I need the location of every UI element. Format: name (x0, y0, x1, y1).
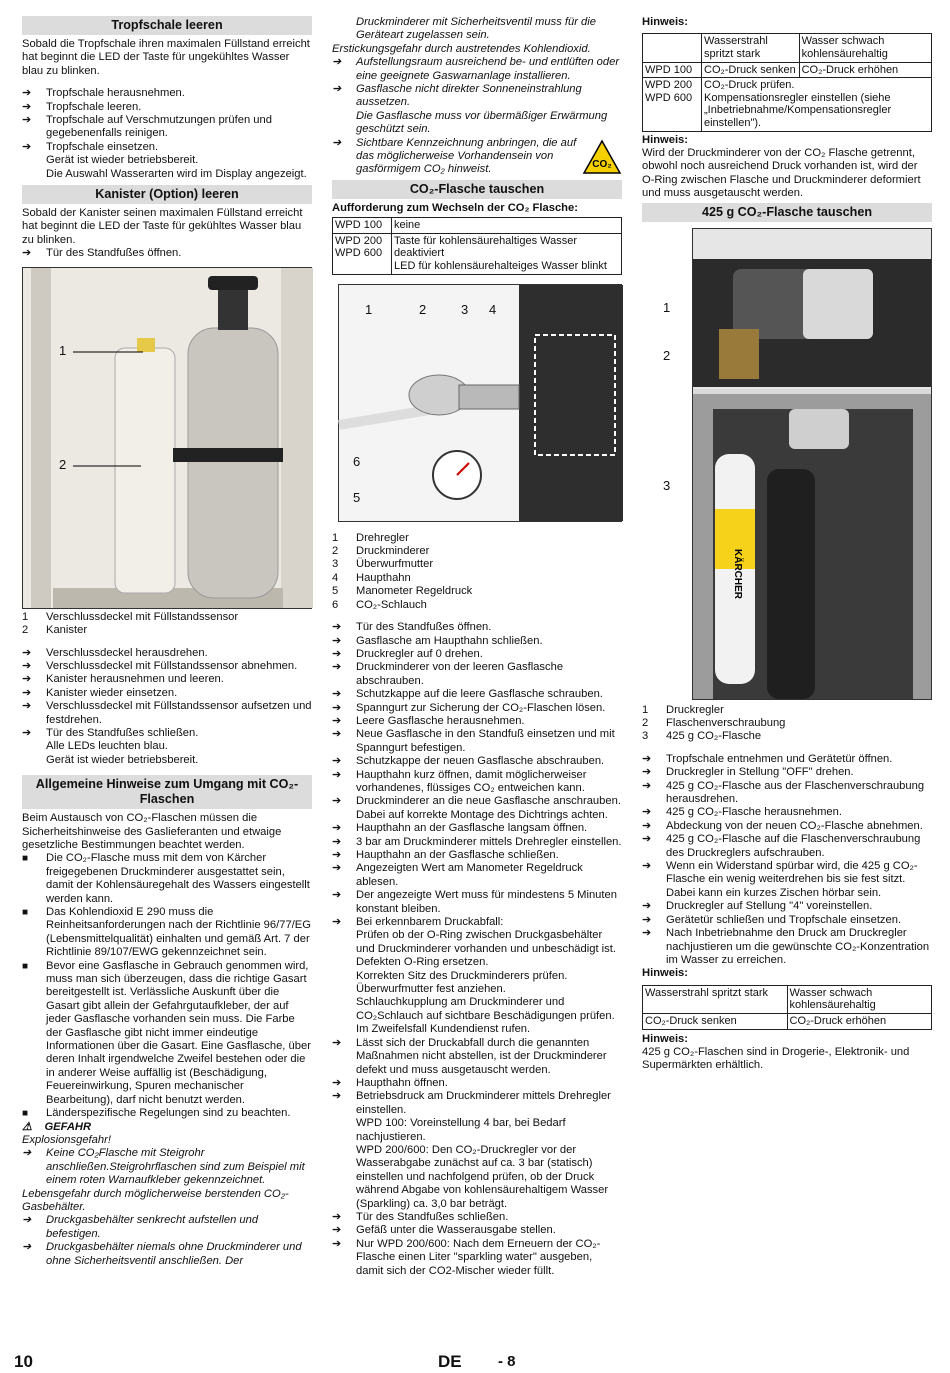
table-cell (643, 34, 702, 62)
co2-warning-sign-icon (582, 139, 622, 175)
table-cell: CO₂-Druck erhöhen (787, 1013, 932, 1029)
paragraph: Beim Austausch von CO₂-Flaschen müssen die Sicherheitshinweise des Gaslieferanten und etwaige gesetzliche Bestimmungen beachtet werden. (22, 812, 282, 851)
step: ➔ Keine CO₂Flasche mit Steigrohr anschließen.Steigrohrflaschen sind zum Beispiel mit einem roten Warnaufkleber gekennzeichnet. (22, 1147, 312, 1187)
legend-number: 1 (332, 531, 339, 544)
legend-item (642, 730, 932, 743)
legend-number: 6 (332, 598, 339, 611)
step: ➔ Tür des Standfußes öffnen. (22, 247, 312, 260)
legend-text: 425 g CO₂-Flasche (666, 730, 762, 743)
step-item: ➔ 425 g CO₂-Flasche aus der Flaschenverschraubung herausdrehen. (642, 780, 932, 807)
hazard: Erstickungsgefahr durch austretendes Kohlendioxid. (332, 42, 591, 55)
hazard: Lebensgefahr durch möglicherweise berstenden CO₂-Gasbehälter. (22, 1187, 289, 1213)
legend-item (22, 611, 312, 624)
table-cell: Wasser schwach kohlensäurehaltig (787, 985, 932, 1013)
step-item: ➔ Tropfschale entnehmen und Gerätetür öffnen. (642, 753, 932, 766)
step-item: ➔ Verschlussdeckel mit Füllstandssensor abnehmen. (22, 660, 312, 673)
step-item: ➔ Tür des Standfußes schließen. (22, 727, 312, 740)
legend-number: 2 (642, 717, 649, 729)
step-item: ➔ Tropfschale herausnehmen. (22, 87, 312, 100)
figure-label: 1 (59, 342, 67, 358)
legend-item (642, 704, 932, 717)
legend-item (22, 624, 312, 637)
step-item: ➔ Haupthahn kurz öffnen, damit möglicherweiser vorhandenes, flüssiges CO₂ entweichen kann. (332, 769, 622, 796)
legend-item (332, 572, 622, 585)
note-label: Hinweis: (642, 967, 689, 980)
note-label: Hinweis: (642, 133, 689, 146)
table-cell: keine (392, 218, 622, 234)
note-text: Wird der Druckminderer von der CO₂ Flasche getrennt, obwohl noch ausreichend Druck vorhanden ist, wird der O-Ring zwischen Flasche und Druckminderer deformiert und muss ausgetauscht werden. (642, 146, 921, 200)
pressure-note-table-2 (642, 985, 932, 1030)
note: Die Gasflasche muss vor übermäßiger Erwärmung geschützt sein. (356, 109, 608, 136)
step-item: ➔ Haupthahn an der Gasflasche schließen. (332, 849, 622, 862)
legend-text: Druckregler (666, 703, 724, 716)
table-cell: WPD 200 WPD 600 (333, 233, 392, 274)
note-label: Hinweis: (642, 16, 689, 28)
step-list (642, 753, 932, 968)
note-line: Korrekten Sitz des Druckminderers prüfen. Überwurfmutter fest anziehen. (356, 969, 568, 996)
pressure-note-table (642, 33, 932, 131)
svg-text:CO₂: CO₂ (592, 158, 612, 170)
step-item: ➔ Gasflasche nicht direkter Sonneneinstrahlung aussetzen. (332, 83, 622, 110)
step-item: ➔ Nach Inbetriebnahme den Druck am Druckregler nachjustieren um die gewünschte CO₂-Konzentration im Wasser zu erreichen. (642, 927, 932, 967)
legend-item (642, 717, 932, 730)
figure-label: 4 (489, 301, 497, 317)
step-item: ➔ Spanngurt zur Sicherung der CO₂-Flaschen lösen. (332, 702, 622, 715)
danger-label: GEFAHR (44, 1120, 92, 1133)
legend (642, 704, 932, 744)
co2-prompt-table (332, 217, 622, 274)
step-item: ➔ Schutzkappe der neuen Gasflasche abschrauben. (332, 755, 622, 768)
step-item: ➔ Tropfschale auf Verschmutzungen prüfen und gegebenenfalls reinigen. (22, 114, 312, 141)
note-line: Prüfen ob der O-Ring zwischen Druckgasbehälter und Druckminderer vorhanden und unbeschädigt ist. Defekten O-Ring ersetzen. (356, 929, 616, 969)
section-heading-canister: Kanister (Option) leeren (22, 185, 312, 204)
step-item: ➔ Abdeckung von der neuen CO₂-Flasche abnehmen. (642, 820, 932, 833)
table-cell: WPD 100 (333, 218, 392, 234)
step-item: ➔ Druckgasbehälter niemals ohne Druckminderer und ohne Sicherheitsventil anschließen. Der (22, 1241, 312, 1268)
column-left (22, 16, 312, 1268)
legend-text: Haupthahn (356, 571, 411, 584)
step-item: ➔ Wenn ein Widerstand spürbar wird, die 425 g CO₂-Flasche ein wenig weiterdrehen bis sie fest sitzt. Dabei kann ein kurzes Zischen hörbar sein. (642, 860, 932, 900)
step-item: ➔ Nur WPD 200/600: Nach dem Erneuern der CO₂-Flasche einen Liter "sparkling water" ausgeben, damit sich der CO2-Mischer wieder füllt. (332, 1238, 622, 1278)
figure-label: 1 (365, 301, 373, 317)
figure-425g-bottle (663, 228, 932, 700)
note-line: Gerät ist wieder betriebsbereit. (46, 154, 199, 167)
legend (332, 532, 622, 612)
paragraph: Druckminderer mit Sicherheitsventil muss für die Geräteart zugelassen sein. (356, 16, 596, 42)
step-item: ➔ Druckminderer an die neue Gasflasche anschrauben. Dabei auf korrekte Montage des Dichtrings achten. (332, 795, 622, 822)
figure-pressure-reducer (338, 284, 622, 522)
figure-label: 1 (663, 299, 671, 315)
sub-page: - 8 (498, 1353, 516, 1370)
legend-number: 2 (22, 624, 29, 637)
step-item: ➔ Haupthahn an der Gasflasche langsam öffnen. (332, 822, 622, 835)
step-item: ➔ 3 bar am Druckminderer mittels Drehregler einstellen. (332, 836, 622, 849)
language-code: DE (438, 1352, 462, 1371)
table-cell: Wasserstrahl spritzt stark (643, 985, 788, 1013)
paragraph: Sobald der Kanister seinen maximalen Füllstand erreicht hat beginnt die LED der Taste für gekühltes Wasser blau zu blinken. (22, 207, 303, 246)
legend-item (332, 599, 622, 612)
note-line: Alle LEDs leuchten blau. (46, 740, 168, 753)
bullet-item: ■ Bevor eine Gasflasche in Gebrauch genommen wird, muss man sich überzeugen, dass die richtige Gasart bereitgestellt ist. Verlässliche Auskunft über die Gasart gibt allein der Gefahrgutaufkleber, der auf jeder Gasflasche vorhanden sein muss. Die Farbe der Gasflasche gibt nicht immer eindeutige Informationen über die Gasart. Eine Gasflasche, über deren Inhalt irgendwelche Zweifel bestehen oder die in anderer Weise auffällig ist (Beschädigung, Feuereinwirkung, Spuren mechanischer Bearbeitung), darf nicht benutzt werden. (22, 960, 312, 1107)
step-list (332, 621, 622, 929)
table-cell: CO₂-Druck erhöhen (799, 62, 931, 78)
section-heading-drip-tray: Tropfschale leeren (22, 16, 312, 35)
step-item: ➔ Gefäß unter die Wasserausgabe stellen. (332, 1224, 622, 1237)
step-item: ➔ Der angezeigte Wert muss für mindestens 5 Minuten konstant bleiben. (332, 889, 622, 916)
legend-text: CO₂-Schlauch (356, 598, 427, 611)
step-item: ➔ Leere Gasflasche herausnehmen. (332, 715, 622, 728)
warning-triangle-icon: ⚠ (22, 1120, 33, 1133)
legend-number: 5 (332, 585, 339, 598)
bullet-item: ■ Länderspezifische Regelungen sind zu beachten. (22, 1107, 312, 1120)
step-notes (22, 740, 312, 767)
step-list (22, 87, 312, 154)
legend-number: 4 (332, 571, 339, 584)
column-right (642, 16, 932, 1073)
note-text: 425 g CO₂-Flaschen sind in Drogerie-, Elektronik- und Supermärkten erhältlich. (642, 1045, 910, 1072)
step-notes (22, 154, 312, 181)
note-line: WPD 200/600: Den CO₂-Druckregler vor der Wasserabgabe zunächst auf ca. 3 bar (statisch) einstellen und nachfolgend prüfen, ob der Druck während Abgabe von kohlensäurehaltigem Wasser (Sparkling) ca. 3,0 bar beträgt. (356, 1143, 609, 1210)
step-list (22, 647, 312, 741)
pressure-reducer-illustration (339, 285, 623, 521)
step-item: ➔ Lässt sich der Druckabfall durch die genannten Maßnahmen nicht abstellen, ist der Druckminderer defekt und muss ausgetauscht werden. (332, 1037, 622, 1077)
table-cell: CO₂-Druck senken (643, 1013, 788, 1029)
step-item: ➔ Bei erkennbarem Druckabfall: (332, 916, 622, 929)
step-item: ➔ Tür des Standfußes öffnen. (332, 621, 622, 634)
step-item: ➔ Gasflasche am Haupthahn schließen. (332, 635, 622, 648)
legend-number: 3 (332, 558, 339, 571)
section-heading-425g: 425 g CO₂-Flasche tauschen (642, 203, 932, 222)
step-item: ➔ Druckregler in Stellung "OFF" drehen. (642, 766, 932, 779)
step-item: ➔ Schutzkappe auf die leere Gasflasche schrauben. (332, 688, 622, 701)
table-cell: Wasser schwach kohlensäurehaltig (799, 34, 931, 62)
figure-label: 5 (353, 489, 361, 505)
bullet-item: ■ Die CO₂-Flasche muss mit dem von Kärcher freigegebenen Druckminderer ausgestattet sein, damit der Kohlensäuregehalt des Wassers eingestellt werden kann. (22, 852, 312, 906)
bullet-list (22, 852, 312, 1120)
step-item: ➔ Kanister herausnehmen und leeren. (22, 673, 312, 686)
note-line: Gerät ist wieder betriebsbereit. (46, 753, 199, 766)
legend-text: Kanister (46, 624, 88, 637)
step-item: ➔ Haupthahn öffnen. (332, 1077, 622, 1090)
legend-item (332, 545, 622, 558)
table-cell: Taste für kohlensäurehaltiges Wasser deaktiviert LED für kohlensäurehalteiges Wasser blinkt (392, 233, 622, 274)
legend-item (332, 532, 622, 545)
legend-text: Manometer Regeldruck (356, 585, 473, 598)
step-item: ➔ Tropfschale leeren. (22, 101, 312, 114)
figure-label: 3 (461, 301, 469, 317)
step-item: ➔ Betriebsdruck am Druckminderer mittels Drehregler einstellen. (332, 1090, 622, 1117)
legend-number: 1 (642, 703, 649, 716)
note-line: Schlauchkupplung am Druckminderer und CO₂Schlauch auf sichtbare Beschädigungen prüfen. Im Zweifelsfall Kundendienst rufen. (356, 996, 615, 1036)
step-item: ➔ Aufstellungsraum ausreichend be- und entlüften oder eine geeignete Gaswarnanlage installieren. (332, 56, 622, 83)
figure-label: 2 (663, 347, 671, 363)
subheading: Aufforderung zum Wechseln der CO₂ Flasche: (332, 201, 578, 214)
note-label: Hinweis: (642, 1032, 689, 1045)
legend-text: Verschlussdeckel mit Füllstandssensor (46, 610, 239, 623)
step-item: ➔ Verschlussdeckel herausdrehen. (22, 647, 312, 660)
table-cell: CO₂-Druck senken (702, 62, 800, 78)
bottle-illustration (693, 229, 931, 699)
figure-label: 2 (419, 301, 427, 317)
figure-label: 3 (663, 477, 671, 493)
paragraph: Sobald die Tropfschale ihren maximalen Füllstand erreicht hat beginnt die LED der Taste für ungekühltes Wasser blau zu blinken. (22, 38, 310, 77)
section-heading-co2-general: Allgemeine Hinweise zum Umgang mit CO₂-Flaschen (22, 775, 312, 809)
legend-item (332, 558, 622, 571)
table-cell: WPD 200 WPD 600 (643, 78, 702, 131)
legend-text: Drehregler (356, 531, 409, 544)
figure-canister (22, 267, 312, 609)
step-item: ➔ 425 g CO₂-Flasche herausnehmen. (642, 806, 932, 819)
step-item: ➔ Neue Gasflasche in den Standfuß einsetzen und mit Spanngurt befestigen. (332, 728, 622, 755)
step-item: ➔ Tür des Standfußes schließen. (332, 1211, 622, 1224)
page-number: 10 (14, 1352, 33, 1371)
section-heading-co2-swap: CO₂-Flasche tauschen (332, 180, 622, 199)
danger-heading (22, 1121, 312, 1134)
figure-label: 6 (353, 453, 361, 469)
legend-text: Überwurfmutter (356, 558, 434, 571)
step-notes (332, 1117, 622, 1211)
step-item: ➔ Druckregler auf Stellung "4" voreinstellen. (642, 900, 932, 913)
step-item: ➔ Verschlussdeckel mit Füllstandssensor aufsetzen und festdrehen. (22, 700, 312, 727)
step: ➔ Sichtbare Kennzeichnung anbringen, die auf das möglicherweise Vorhandensein von gasförmigem CO₂ hinweist. (332, 137, 586, 177)
step-item: ➔ Druckregler auf 0 drehen. (332, 648, 622, 661)
legend-number: 1 (22, 610, 29, 623)
step-notes (332, 929, 622, 1036)
step-item: ➔ Kanister wieder einsetzen. (22, 687, 312, 700)
step-item: ➔ Druckminderer von der leeren Gasflasche abschrauben. (332, 661, 622, 688)
step-list (332, 1211, 622, 1278)
legend-text: Druckminderer (356, 545, 430, 558)
step-list (332, 56, 622, 110)
step-list (332, 1037, 622, 1117)
legend-text: Flaschenverschraubung (666, 717, 786, 729)
step-list (22, 1214, 312, 1268)
figure-label: 2 (59, 456, 67, 472)
step-item: ➔ Gerätetür schließen und Tropfschale einsetzen. (642, 914, 932, 927)
hazard: Explosionsgefahr! (22, 1133, 111, 1146)
table-cell: CO₂-Druck prüfen. Kompensationsregler einstellen (siehe „Inbetriebnahme/Kompensationsregler einstellen"). (702, 78, 932, 131)
step-item: ➔ Angezeigten Wert am Manometer Regeldruck ablesen. (332, 862, 622, 889)
note-line: WPD 100: Voreinstellung 4 bar, bei Bedarf nachjustieren. (356, 1117, 566, 1143)
table-cell: Wasserstrahl spritzt stark (702, 34, 800, 62)
table-cell: WPD 100 (643, 62, 702, 78)
step-item: ➔ 425 g CO₂-Flasche auf die Flaschenverschraubung des Druckreglers aufschrauben. (642, 833, 932, 860)
step-item: ➔ Tropfschale einsetzen. (22, 141, 312, 154)
legend-number: 3 (642, 730, 649, 743)
column-middle (332, 16, 622, 1278)
legend (22, 611, 312, 638)
note-line: Die Auswahl Wasserarten wird im Display angezeigt. (46, 167, 307, 180)
legend-item (332, 585, 622, 598)
legend-number: 2 (332, 545, 339, 558)
svg-text:KÄRCHER: KÄRCHER (732, 548, 743, 599)
bullet-item: ■ Das Kohlendioxid E 290 muss die Reinheitsanforderungen nach der Richtlinie 96/77/EG (Lebensmittelqualität) einhalten und gemäß Art. 7 der Richtlinie 89/107/EWG gekennzeichnet sein. (22, 906, 312, 960)
step-item: ➔ Druckgasbehälter senkrecht aufstellen und befestigen. (22, 1214, 312, 1241)
